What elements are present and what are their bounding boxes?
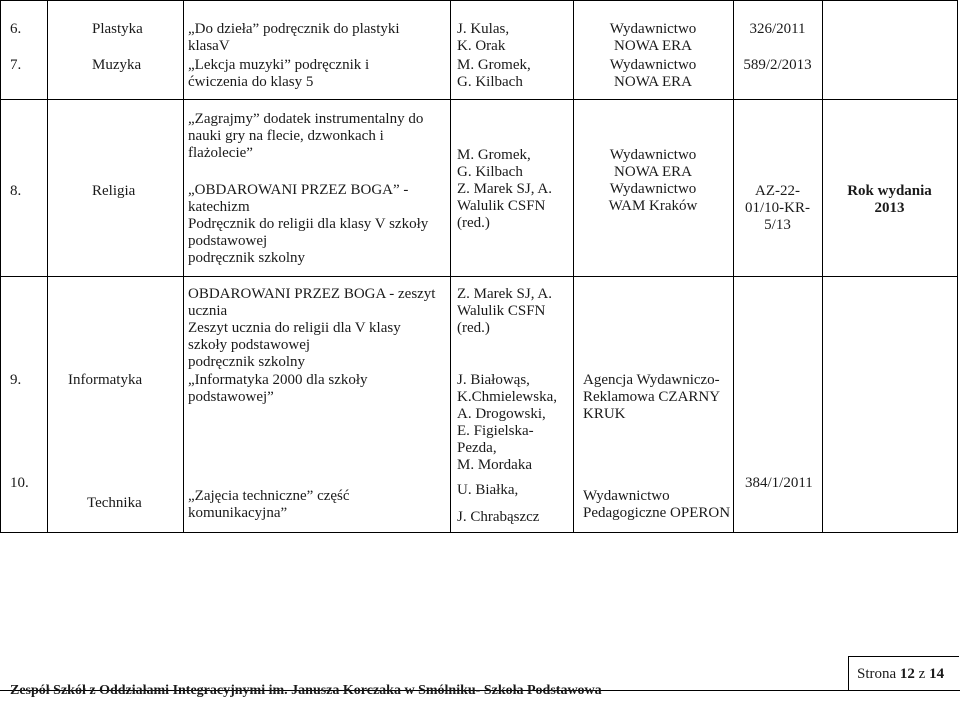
text-line: A. Drogowski, <box>457 406 546 422</box>
text-line: katechizm <box>188 199 250 215</box>
publisher-cell <box>583 372 720 423</box>
text-line: podstawowej <box>188 233 268 249</box>
subject-cell: Plastyka <box>92 21 143 37</box>
text-line: (red.) <box>457 215 490 231</box>
author-cell <box>457 372 557 474</box>
text-line: M. Gromek, <box>457 57 531 73</box>
text-line: 01/10-KR- <box>745 200 810 216</box>
publisher-cell <box>583 488 730 522</box>
title-cell <box>188 21 400 55</box>
publisher-cell <box>573 147 733 215</box>
text-line: Reklamowa CZARNY <box>583 389 721 405</box>
text-line: Wydawnictwo <box>609 57 697 73</box>
text-line: J. Chrabąszcz <box>457 509 540 525</box>
text-line: (red.) <box>457 320 490 336</box>
text-line: Wydawnictwo <box>609 21 697 37</box>
text-line: „OBDAROWANI PRZEZ BOGA” - <box>188 182 409 198</box>
row-number: 7. <box>10 57 22 73</box>
title-cell <box>188 372 368 406</box>
text-line: 2013 <box>874 200 905 216</box>
table-border-left <box>0 0 1 533</box>
text-line: Walulik CSFN <box>457 303 546 319</box>
table-border-right <box>957 0 958 533</box>
row-number: 10. <box>10 475 29 491</box>
text-line: G. Kilbach <box>457 74 523 90</box>
text-line: KRUK <box>583 406 626 422</box>
table-col-divider <box>822 0 823 533</box>
approval-cell: 326/2011 <box>749 21 806 37</box>
approval-cell <box>733 183 822 234</box>
text-line: M. Gromek, <box>457 147 531 163</box>
text-line: klasaV <box>188 38 230 54</box>
author-cell <box>457 286 552 337</box>
title-cell <box>188 57 369 91</box>
text-line: Podręcznik do religii dla klasy V szkoły <box>188 216 429 232</box>
text-line: „Lekcja muzyki” podręcznik i <box>188 57 370 73</box>
text-line: 5/13 <box>764 217 791 233</box>
text-line: Pezda, <box>457 440 497 456</box>
text-line: Z. Marek SJ, A. <box>457 286 552 302</box>
approval-cell: 384/1/2011 <box>745 475 813 491</box>
approval-cell: 589/2/2013 <box>743 57 812 73</box>
text-line: podręcznik szkolny <box>188 250 306 266</box>
text-line: Walulik CSFN <box>457 198 546 214</box>
page-total: 14 <box>929 666 945 682</box>
text-line: „Zajęcia techniczne” część <box>188 488 350 504</box>
text-line: AZ-22- <box>755 183 800 199</box>
text-line: „Do dzieła” podręcznik do plastyki <box>188 21 400 37</box>
text-line: Z. Marek SJ, A. <box>457 181 552 197</box>
author-cell <box>457 57 531 91</box>
note-cell <box>822 183 957 217</box>
table-col-divider <box>47 0 48 533</box>
text-line: NOWA ERA <box>614 38 692 54</box>
text-line: NOWA ERA <box>614 164 692 180</box>
text-line: podręcznik szkolny <box>188 354 306 370</box>
page-label: Strona <box>857 666 897 682</box>
text-line: Zeszyt ucznia do religii dla V klasy <box>188 320 401 336</box>
row-number: 8. <box>10 183 22 199</box>
text-line: G. Kilbach <box>457 164 523 180</box>
text-line: ucznia <box>188 303 228 319</box>
text-line: J. Białowąs, <box>457 372 530 388</box>
publisher-cell <box>573 21 733 55</box>
table-border-bottom <box>0 532 958 533</box>
text-line: WAM Kraków <box>608 198 698 214</box>
text-line: szkoły podstawowej <box>188 337 311 353</box>
footer-school-name: Zespół Szkół z Oddziałami Integracyjnymi im. Janusza Korczaka w Smólniku- Szkoła Podstawowa <box>10 683 602 698</box>
author-cell <box>457 147 552 232</box>
text-line: podstawowej” <box>188 389 274 405</box>
page-separator: z <box>918 666 926 682</box>
text-line: K. Orak <box>457 38 506 54</box>
row-number: 9. <box>10 372 22 388</box>
subject-cell: Informatyka <box>68 372 143 388</box>
text-line: Agencja Wydawniczo- <box>583 372 720 388</box>
subject-cell: Technika <box>87 495 142 511</box>
author-cell <box>457 21 509 55</box>
text-line: „Zagrajmy” dodatek instrumentalny do <box>188 111 424 127</box>
author-cell <box>457 482 539 526</box>
table-row-divider <box>0 0 958 1</box>
text-line: U. Białka, <box>457 482 519 498</box>
table-row-divider <box>0 276 958 277</box>
table-col-divider <box>183 0 184 533</box>
table-col-divider <box>733 0 734 533</box>
table-col-divider <box>450 0 451 533</box>
subject-cell: Religia <box>92 183 136 199</box>
text-line: ćwiczenia do klasy 5 <box>188 74 314 90</box>
text-line: Rok wydania <box>847 183 932 199</box>
text-line: OBDAROWANI PRZEZ BOGA - zeszyt <box>188 286 436 302</box>
title-cell <box>188 286 435 371</box>
text-line: J. Kulas, <box>457 21 510 37</box>
text-line: Wydawnictwo <box>609 181 697 197</box>
publisher-cell <box>573 57 733 91</box>
text-line: M. Mordaka <box>457 457 532 473</box>
table-row-divider <box>0 99 958 100</box>
title-cell <box>188 488 350 522</box>
text-line: flażolecie” <box>188 145 253 161</box>
text-line: K.Chmielewska, <box>457 389 557 405</box>
text-line: „Informatyka 2000 dla szkoły <box>188 372 368 388</box>
title-cell <box>188 111 428 267</box>
text-line: Wydawnictwo <box>583 488 670 504</box>
text-line: komunikacyjna” <box>188 505 288 521</box>
subject-cell: Muzyka <box>92 57 142 73</box>
text-line: Wydawnictwo <box>609 147 697 163</box>
text-line: Pedagogiczne OPERON <box>583 505 731 521</box>
page-current: 12 <box>899 666 915 682</box>
row-number: 6. <box>10 21 22 37</box>
text-line: nauki gry na flecie, dzwonkach i <box>188 128 384 144</box>
text-line: NOWA ERA <box>614 74 692 90</box>
page-number <box>857 666 944 683</box>
text-line: E. Figielska- <box>457 423 534 439</box>
